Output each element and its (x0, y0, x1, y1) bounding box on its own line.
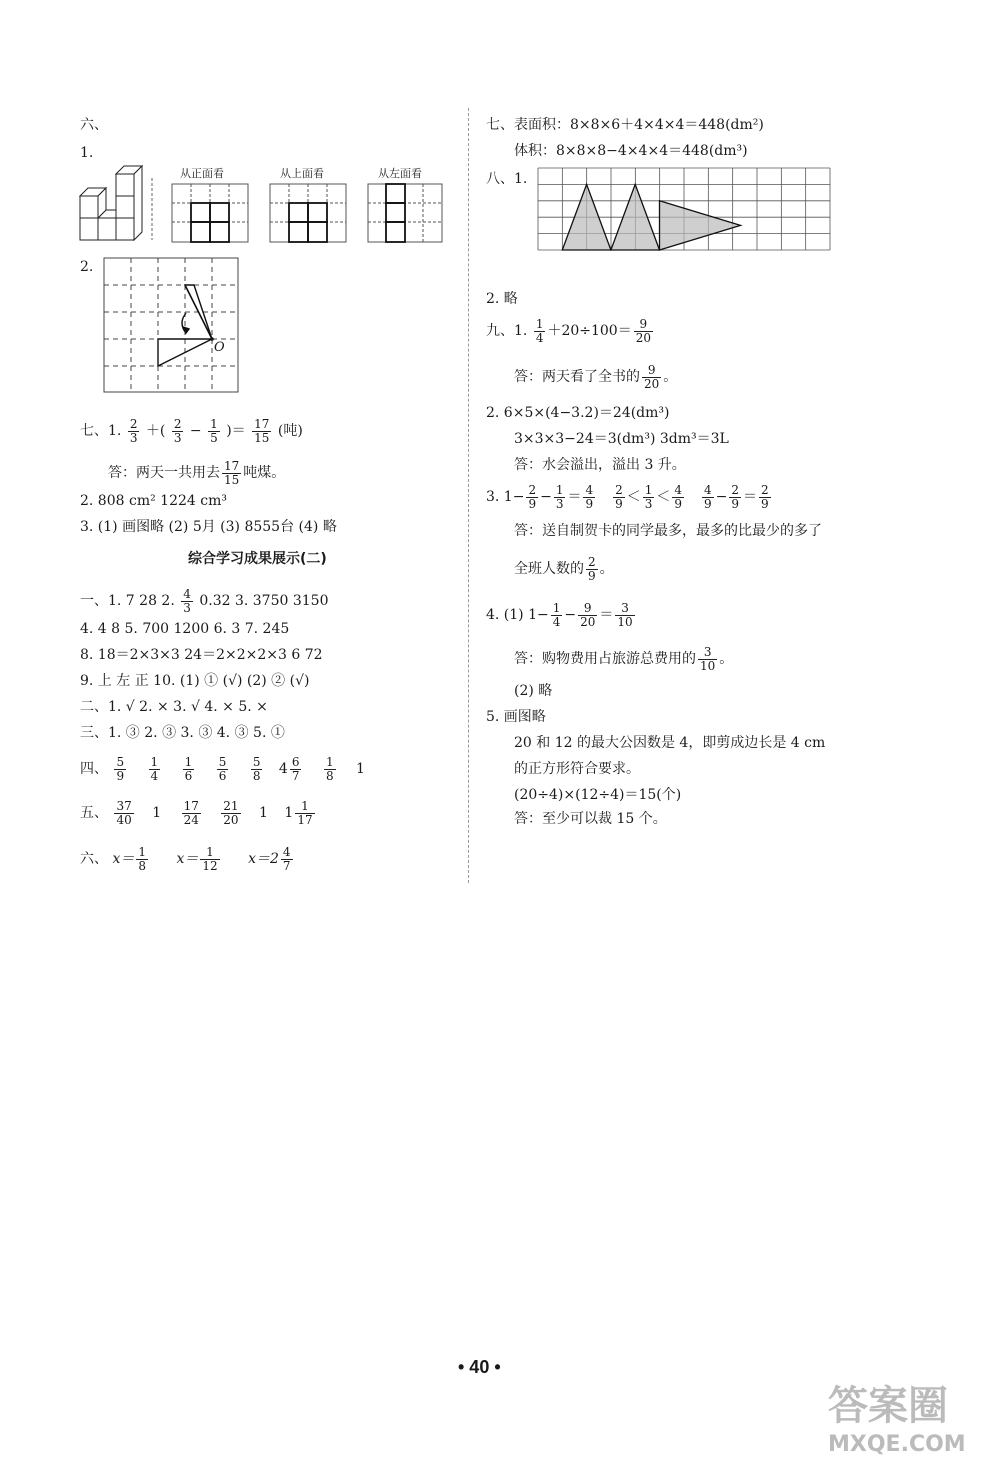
q9-2a: 2. 6×5×(4−3.2)＝24(dm³) (486, 405, 670, 421)
unit: (吨) (277, 423, 303, 440)
surface-area: 七、表面积：8×8×6＋4×4×4＝448(dm²) (486, 117, 764, 133)
fraction: $\frac{4}{9}$ (704, 483, 712, 511)
fraction: $\frac{4}{3}$ (183, 587, 191, 615)
fraction: $\frac{1}{4}$ (150, 755, 159, 783)
fraction: $\frac{5}{6}$ (218, 755, 227, 783)
triangle-grid (538, 168, 830, 250)
q2-label: 2. (80, 259, 94, 275)
q7-1-answer (108, 460, 285, 486)
column-divider (468, 108, 469, 883)
row-label: 六、 (80, 851, 108, 868)
q9-5-line-4: 答：至少可以裁 15 个。 (514, 811, 667, 827)
q9-1-label: 九、1. (486, 323, 528, 340)
answer-text: 全班人数的 (514, 561, 584, 578)
fraction: $\frac{21}{20}$ (223, 799, 239, 827)
q9-4-2: (2) 略 (514, 683, 553, 699)
answer-text: 答：两天看了全书的 (514, 369, 640, 386)
answer-text: 答：两天一共用去 (108, 465, 220, 482)
fraction: $\frac{2}{3}$ (129, 417, 138, 445)
equation: x＝ (176, 851, 199, 868)
answer-row-7 (80, 756, 365, 782)
q9-3-label: 3. 1− (486, 489, 525, 506)
answer-row-8 (80, 800, 317, 826)
answer-text: 。 (719, 651, 734, 668)
q9-5: 5. 画图略 (486, 709, 546, 725)
q9-4 (486, 602, 637, 628)
operator: ＋20÷100＝ (547, 323, 632, 340)
fraction: $\frac{17}{15}$ (254, 417, 270, 445)
fraction: $\frac{3}{10}$ (617, 601, 633, 629)
q9-3 (486, 484, 773, 510)
q9-1 (486, 318, 655, 344)
answer-text: 吨煤。 (243, 465, 286, 482)
cube-stack-figure (80, 178, 155, 243)
fraction: $\frac{37}{40}$ (116, 799, 132, 827)
volume: 体积：8×8×8−4×4×4＝448(dm³) (514, 143, 748, 159)
rotation-grid (104, 258, 238, 392)
q9-2c: 答：水会溢出，溢出 3 升。 (514, 457, 686, 473)
q1-label: 1. (80, 145, 94, 161)
q7-3: 3. (1) 画图略 (2) 5月 (3) 8555台 (4) 略 (80, 519, 337, 535)
operator: − (564, 607, 577, 624)
fraction: $\frac{2}{9}$ (528, 483, 537, 511)
row-label: 五、 (80, 805, 108, 822)
fraction: $\frac{5}{8}$ (252, 755, 261, 783)
triangle-3 (660, 201, 741, 250)
mixed-whole: 1 (284, 805, 294, 822)
operator: − (540, 489, 552, 506)
fraction: $\frac{2}{9}$ (588, 555, 596, 583)
front-view-grid (172, 184, 248, 242)
fraction: $\frac{2}{9}$ (615, 483, 623, 511)
fraction: $\frac{1}{4}$ (535, 317, 544, 345)
q9-5-line-3: (20÷4)×(12÷4)＝15(个) (514, 787, 682, 803)
answer-row-6: 三、1. ③ 2. ③ 3. ③ 4. ③ 5. ① (80, 725, 285, 741)
fraction: $\frac{3}{10}$ (700, 645, 716, 673)
fraction: $\frac{17}{15}$ (224, 459, 240, 487)
operator: ＝ (567, 489, 582, 506)
top-view-grid (270, 184, 346, 242)
page-number: • 40 • (458, 1357, 501, 1377)
watermark-logo: 答案圈 (828, 1383, 948, 1429)
fraction: $\frac{1}{6}$ (184, 755, 193, 783)
q7-1 (80, 418, 303, 444)
fraction: $\frac{9}{20}$ (635, 317, 652, 345)
section-title: 综合学习成果展示(二) (188, 551, 327, 567)
fraction: $\frac{6}{7}$ (291, 755, 300, 783)
answer-text: 答：购物费用占旅游总费用的 (514, 651, 696, 668)
answer-text: 。 (663, 369, 678, 386)
answer-row-5: 二、1. √ 2. × 3. √ 4. × 5. × (80, 699, 268, 715)
answer-text: 0.32 3. 3750 3150 (199, 593, 329, 610)
fraction: $\frac{1}{8}$ (325, 755, 334, 783)
fraction: $\frac{1}{8}$ (138, 845, 146, 873)
fraction: $\frac{4}{7}$ (282, 845, 291, 873)
q8-2: 2. 略 (486, 291, 518, 307)
q7-1-label: 七、1. (80, 423, 122, 440)
operator: ＋( (145, 423, 166, 440)
q9-1-answer (514, 364, 677, 390)
operator: ＝ (599, 607, 614, 624)
fraction: $\frac{2}{3}$ (173, 417, 182, 445)
q9-3-answer-1: 答：送自制贺卡的同学最多，最多的比最少的多了 (514, 523, 822, 539)
q9-2b: 3×3×3−24＝3(dm³) 3dm³＝3L (514, 431, 729, 447)
fraction: $\frac{2}{9}$ (761, 483, 769, 511)
answer-row-1 (80, 588, 328, 614)
left-view-label: 从左面看 (378, 167, 422, 180)
operator: − (189, 423, 202, 440)
top-view-label: 从上面看 (280, 167, 324, 180)
fraction: $\frac{1}{12}$ (202, 845, 218, 873)
fraction: $\frac{17}{24}$ (183, 799, 199, 827)
fraction: $\frac{9}{20}$ (644, 363, 660, 391)
operator: − (715, 489, 728, 506)
section-6-label: 六、 (80, 117, 108, 133)
equation: x＝ (112, 851, 135, 868)
watermark-url: MXQE.COM (828, 1432, 966, 1457)
fraction: $\frac{5}{9}$ (116, 755, 125, 783)
answer-row-3: 8. 18＝2×3×3 24＝2×2×2×3 6 72 (80, 647, 323, 663)
fraction: $\frac{1}{3}$ (555, 483, 564, 511)
equation: x＝2 (248, 851, 279, 868)
operator: ＜ (626, 489, 641, 506)
fraction: $\frac{1}{17}$ (297, 799, 313, 827)
q8-1-label: 八、1. (486, 171, 528, 187)
fraction: $\frac{9}{20}$ (580, 601, 596, 629)
q7-2: 2. 808 cm² 1224 cm³ (80, 493, 227, 509)
q9-4-label: 4. (1) 1− (486, 607, 549, 624)
fraction: $\frac{4}{9}$ (585, 483, 594, 511)
q9-5-line-2: 的正方形符合要求。 (514, 761, 640, 777)
fraction: $\frac{2}{9}$ (731, 483, 740, 511)
fraction: $\frac{4}{9}$ (674, 483, 683, 511)
operator: ＜ (656, 489, 671, 506)
rotation-center-label: O (214, 340, 225, 355)
answer-row-2: 4. 4 8 5. 700 1200 6. 3 7. 245 (80, 621, 290, 637)
q9-5-line-1: 20 和 12 的最大公因数是 4，即剪成边长是 4 cm (514, 735, 826, 751)
answer-text: 。 (599, 561, 614, 578)
answer-text: 1 (356, 761, 365, 778)
fraction: $\frac{1}{5}$ (210, 417, 218, 445)
answer-text: 一、1. 7 28 2. (80, 593, 175, 610)
q9-3-answer-2 (514, 556, 614, 582)
fraction: $\frac{1}{3}$ (644, 483, 653, 511)
fraction: $\frac{1}{4}$ (552, 601, 561, 629)
q9-4-answer (514, 646, 733, 672)
answer-text: 1 (259, 805, 268, 822)
answer-row-9 (80, 846, 295, 872)
answer-row-4: 9. 上 左 正 10. (1) ① (√) (2) ② (√) (80, 673, 310, 689)
left-view-grid (368, 184, 442, 242)
operator: )＝ (226, 423, 246, 440)
front-view-label: 从正面看 (180, 167, 224, 180)
row-label: 四、 (80, 761, 108, 778)
answer-text: 1 (152, 805, 162, 822)
operator: ＝ (743, 489, 758, 506)
mixed-whole: 4 (278, 761, 288, 778)
